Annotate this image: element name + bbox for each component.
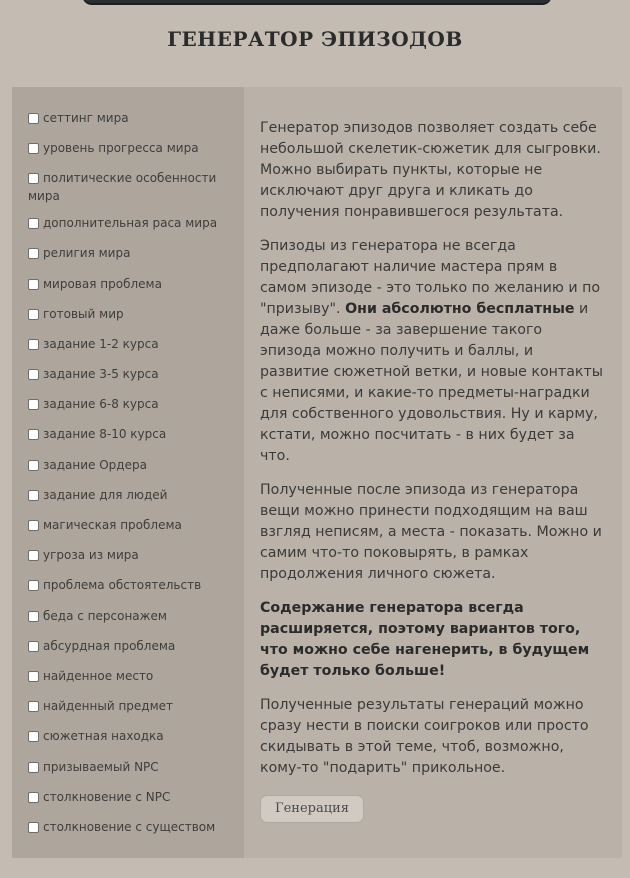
- option-task-1-2[interactable]: [28, 335, 228, 353]
- checkbox[interactable]: [28, 731, 39, 742]
- option-world-threat[interactable]: [28, 546, 228, 564]
- checkbox[interactable]: [28, 822, 39, 833]
- option-extra-race[interactable]: [28, 214, 228, 232]
- option-circumstances[interactable]: [28, 576, 228, 594]
- checkbox[interactable]: [28, 792, 39, 803]
- option-label: задание 8-10 курса: [43, 427, 167, 441]
- option-label: абсурдная проблема: [43, 639, 176, 653]
- paragraph-expanding-bold: Содержание генератора всегда расширяется, поэтому вариантов того, что можно себе нагенерить, в будущем будет только больше!: [260, 600, 590, 679]
- option-label: задание 1-2 курса: [43, 337, 159, 351]
- option-label: задание Ордера: [43, 458, 147, 472]
- checkbox[interactable]: [28, 762, 39, 773]
- option-label: сюжетная находка: [43, 729, 164, 743]
- option-label: призываемый NPC: [43, 760, 159, 774]
- option-setting[interactable]: [28, 109, 228, 127]
- option-order-task[interactable]: [28, 456, 228, 474]
- option-task-8-10[interactable]: [28, 425, 228, 443]
- option-label: столкновение с NPC: [43, 790, 171, 804]
- option-found-place[interactable]: [28, 667, 228, 685]
- generator-panel: [12, 87, 622, 858]
- option-label: магическая проблема: [43, 518, 182, 532]
- checkbox[interactable]: [28, 460, 39, 471]
- checkbox[interactable]: [28, 369, 39, 380]
- checkbox[interactable]: [28, 520, 39, 531]
- option-absurd-problem[interactable]: [28, 637, 228, 655]
- option-label: задание для людей: [43, 488, 168, 502]
- option-label: мировая проблема: [43, 277, 162, 291]
- checkbox[interactable]: [28, 113, 39, 124]
- option-label: уровень прогресса мира: [43, 141, 199, 155]
- paragraph-results: Полученные результаты генераций можно сразу нести в поиски соигроков или просто скидывать в этой теме, чтоб, возможно, кому-то "подарить" прикольное.: [260, 697, 589, 776]
- option-plot-find[interactable]: [28, 727, 228, 745]
- checkbox[interactable]: [28, 611, 39, 622]
- options-sidebar: [12, 87, 244, 858]
- option-label: сеттинг мира: [43, 111, 129, 125]
- paragraph-free: [260, 236, 606, 467]
- option-political[interactable]: [28, 169, 228, 205]
- page-title: ГЕНЕРАТОР ЭПИЗОДОВ: [167, 27, 463, 51]
- paragraph-free-end: и даже больше - за завершение такого эпизода можно получить и баллы, и развитие сюжетной ветки, и новые контакты с неписями, и какие-то предметы-наградки для собственного удовольствия. Ну и карму, кстати, можно посчитать - в них будет за что.: [260, 301, 603, 464]
- option-world-problem[interactable]: [28, 275, 228, 293]
- option-task-3-5[interactable]: [28, 365, 228, 383]
- option-human-task[interactable]: [28, 486, 228, 504]
- option-label: дополнительная раса мира: [43, 216, 218, 230]
- option-religion[interactable]: [28, 244, 228, 262]
- checkbox[interactable]: [28, 279, 39, 290]
- paragraph-items: Полученные после эпизода из генератора вещи можно принести подходящим на ваш взгляд неписям, а места - показать. Можно и самим что-то поковырять, в рамках продолжения личного сюжета.: [260, 482, 602, 582]
- checkbox[interactable]: [28, 641, 39, 652]
- option-found-item[interactable]: [28, 697, 228, 715]
- paragraph-free-start: Эпизоды из генератора не всегда предполагают наличие мастера прям в самом эпизоде - это только по желанию и по "призыву".: [260, 238, 601, 317]
- paragraph-expanding: [260, 598, 606, 682]
- checkbox[interactable]: [28, 143, 39, 154]
- top-banner-bar: [82, 0, 552, 5]
- checkbox[interactable]: [28, 429, 39, 440]
- checkbox[interactable]: [28, 671, 39, 682]
- checkbox[interactable]: [28, 218, 39, 229]
- checkbox[interactable]: [28, 490, 39, 501]
- option-label: найденное место: [43, 669, 154, 683]
- checkbox[interactable]: [28, 309, 39, 320]
- option-creature-clash[interactable]: [28, 818, 228, 836]
- paragraph-intro: Генератор эпизодов позволяет создать себе небольшой скелетик-сюжетик для сыгровки. Можно выбирать пункты, которые не исключают друг друга и кликать до получения понравившегося результата.: [260, 120, 601, 220]
- option-npc-clash[interactable]: [28, 788, 228, 806]
- option-label: религия мира: [43, 246, 131, 260]
- option-character-trouble[interactable]: [28, 607, 228, 625]
- description-content: [260, 118, 606, 823]
- checkbox[interactable]: [28, 339, 39, 350]
- option-label: беда с персонажем: [43, 609, 167, 623]
- option-summoned-npc[interactable]: [28, 758, 228, 776]
- option-label: задание 3-5 курса: [43, 367, 159, 381]
- option-task-6-8[interactable]: [28, 395, 228, 413]
- option-label: угроза из мира: [43, 548, 139, 562]
- option-magic-problem[interactable]: [28, 516, 228, 534]
- option-progress-level[interactable]: [28, 139, 228, 157]
- option-label: столкновение с существом: [43, 820, 216, 834]
- paragraph-free-bold: Они абсолютно бесплатные: [345, 301, 575, 317]
- generate-button[interactable]: Генерация: [260, 795, 364, 823]
- checkbox[interactable]: [28, 248, 39, 259]
- checkbox[interactable]: [28, 701, 39, 712]
- checkbox[interactable]: [28, 580, 39, 591]
- option-ready-world[interactable]: [28, 305, 228, 323]
- option-label: проблема обстоятельств: [43, 578, 202, 592]
- checkbox[interactable]: [28, 399, 39, 410]
- checkbox[interactable]: [28, 550, 39, 561]
- option-label: задание 6-8 курса: [43, 397, 159, 411]
- checkbox[interactable]: [28, 173, 39, 184]
- option-label: готовый мир: [43, 307, 124, 321]
- option-label: найденный предмет: [43, 699, 174, 713]
- option-label: политические особенности мира: [28, 171, 217, 203]
